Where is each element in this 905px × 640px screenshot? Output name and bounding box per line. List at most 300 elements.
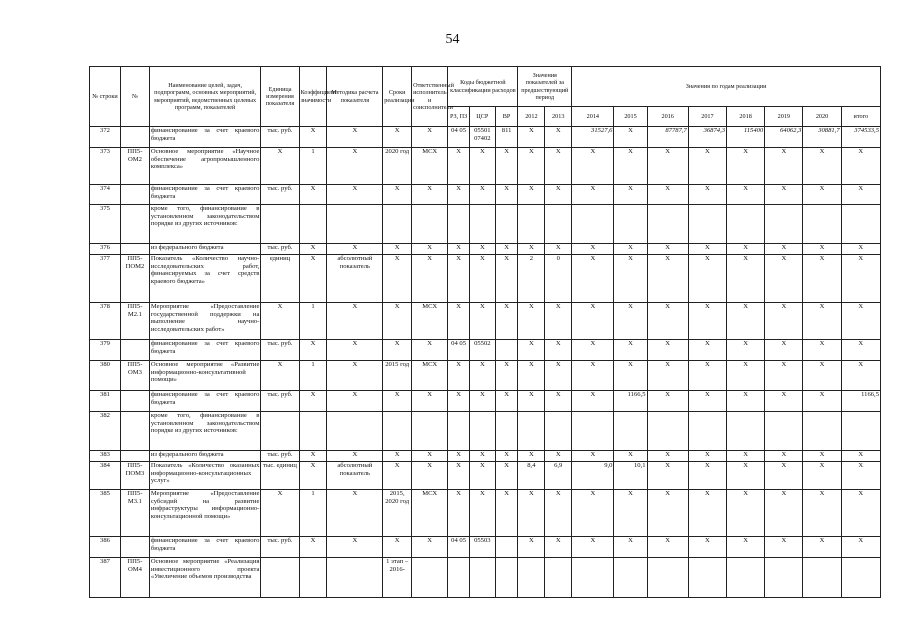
- table-row: [90, 361, 881, 391]
- rz-cell: X: [448, 451, 470, 462]
- header-total: итого: [841, 107, 880, 127]
- coef-cell: X: [299, 537, 327, 558]
- year-value-cell: X: [614, 148, 647, 185]
- value-2012-cell: [518, 412, 545, 451]
- header-num: №: [120, 67, 149, 127]
- table-row: [90, 451, 881, 462]
- unit-cell: тыс. руб.: [261, 244, 299, 255]
- method-cell: X: [327, 127, 383, 148]
- year-value-cell: [765, 412, 803, 451]
- header-year: 2019: [765, 107, 803, 127]
- item-id-cell: [120, 412, 149, 451]
- unit-cell: [261, 205, 299, 244]
- item-name-cell: финансирование за счет краевого бюджета: [149, 537, 261, 558]
- csr-cell: X: [469, 451, 495, 462]
- method-cell: X: [327, 303, 383, 340]
- table-row: [90, 340, 881, 361]
- unit-cell: тыс. руб.: [261, 127, 299, 148]
- year-value-cell: 115400: [727, 127, 765, 148]
- term-cell: X: [383, 303, 412, 340]
- year-value-cell: X: [765, 340, 803, 361]
- term-cell: X: [383, 462, 412, 490]
- year-value-cell: X: [647, 462, 688, 490]
- rz-cell: [448, 412, 470, 451]
- value-2013-cell: X: [545, 127, 572, 148]
- value-2013-cell: X: [545, 490, 572, 537]
- year-value-cell: X: [647, 255, 688, 303]
- total-value-cell: X: [841, 490, 880, 537]
- executor-cell: X: [412, 244, 448, 255]
- row-number-cell: 384: [90, 462, 121, 490]
- item-name-cell: кроме того, финансирование в установленном законодательством порядке из других источников:: [149, 205, 261, 244]
- table-row: [90, 462, 881, 490]
- year-value-cell: X: [765, 244, 803, 255]
- total-value-cell: [841, 412, 880, 451]
- year-value-cell: X: [803, 255, 841, 303]
- method-cell: абсолютный показатель: [327, 255, 383, 303]
- vr-cell: X: [495, 490, 518, 537]
- row-number-cell: 376: [90, 244, 121, 255]
- executor-cell: МСХ: [412, 148, 448, 185]
- coef-cell: 1: [299, 148, 327, 185]
- term-cell: X: [383, 537, 412, 558]
- total-value-cell: X: [841, 451, 880, 462]
- executor-cell: [412, 205, 448, 244]
- executor-cell: МСХ: [412, 490, 448, 537]
- total-value-cell: X: [841, 255, 880, 303]
- year-value-cell: X: [688, 340, 726, 361]
- value-2013-cell: 6,9: [545, 462, 572, 490]
- coef-cell: [299, 558, 327, 598]
- year-value-cell: X: [614, 303, 647, 340]
- coef-cell: X: [299, 391, 327, 412]
- header-2013: 2013: [545, 107, 572, 127]
- table-body: [90, 127, 881, 598]
- year-value-cell: X: [572, 340, 614, 361]
- vr-cell: [495, 412, 518, 451]
- year-value-cell: X: [765, 185, 803, 205]
- row-number-cell: 375: [90, 205, 121, 244]
- unit-cell: X: [261, 361, 299, 391]
- term-cell: [383, 412, 412, 451]
- header-budget-codes: Коды бюджетной классификации расходов: [448, 67, 518, 107]
- row-number-cell: 383: [90, 451, 121, 462]
- header-year: 2018: [727, 107, 765, 127]
- year-value-cell: X: [647, 537, 688, 558]
- year-value-cell: X: [803, 537, 841, 558]
- coef-cell: X: [299, 451, 327, 462]
- row-number-cell: 386: [90, 537, 121, 558]
- year-value-cell: X: [765, 391, 803, 412]
- value-2012-cell: X: [518, 391, 545, 412]
- table-row: [90, 303, 881, 340]
- csr-cell: X: [469, 255, 495, 303]
- rz-cell: X: [448, 255, 470, 303]
- year-value-cell: X: [765, 148, 803, 185]
- header-year: 2016: [647, 107, 688, 127]
- table-row: [90, 490, 881, 537]
- csr-cell: X: [469, 148, 495, 185]
- coef-cell: X: [299, 244, 327, 255]
- year-value-cell: X: [688, 244, 726, 255]
- header-row-no: № строки: [90, 67, 121, 127]
- row-number-cell: 381: [90, 391, 121, 412]
- year-value-cell: X: [727, 451, 765, 462]
- item-name-cell: Показатель «Количество научно-исследовательских работ, финансируемых за счет средств краевого бюджета»: [149, 255, 261, 303]
- year-value-cell: 30881,7: [803, 127, 841, 148]
- item-name-cell: Мероприятие «Предоставление государственной поддержки на выполнение научно-исследовательских работ»: [149, 303, 261, 340]
- year-value-cell: 36874,3: [688, 127, 726, 148]
- executor-cell: X: [412, 537, 448, 558]
- header-unit: Единица измерения показателя: [261, 67, 299, 127]
- value-2012-cell: [518, 558, 545, 598]
- term-cell: X: [383, 127, 412, 148]
- year-value-cell: [765, 558, 803, 598]
- year-value-cell: X: [572, 490, 614, 537]
- rz-cell: 04 05: [448, 537, 470, 558]
- year-value-cell: X: [572, 361, 614, 391]
- year-value-cell: X: [765, 537, 803, 558]
- year-value-cell: X: [803, 462, 841, 490]
- unit-cell: [261, 412, 299, 451]
- header-years-title: Значения по годам реализации: [572, 67, 881, 107]
- vr-cell: X: [495, 361, 518, 391]
- csr-cell: X: [469, 490, 495, 537]
- csr-cell: [469, 205, 495, 244]
- year-value-cell: X: [688, 185, 726, 205]
- unit-cell: [261, 558, 299, 598]
- year-value-cell: X: [727, 537, 765, 558]
- vr-cell: X: [495, 244, 518, 255]
- rz-cell: [448, 558, 470, 598]
- vr-cell: X: [495, 148, 518, 185]
- csr-cell: X: [469, 303, 495, 340]
- year-value-cell: [647, 205, 688, 244]
- value-2013-cell: X: [545, 451, 572, 462]
- year-value-cell: X: [572, 537, 614, 558]
- unit-cell: X: [261, 303, 299, 340]
- item-id-cell: ПП5-ОМ4: [120, 558, 149, 598]
- year-value-cell: [572, 558, 614, 598]
- vr-cell: [495, 558, 518, 598]
- rz-cell: X: [448, 303, 470, 340]
- csr-cell: 05502: [469, 340, 495, 361]
- coef-cell: X: [299, 340, 327, 361]
- total-value-cell: X: [841, 148, 880, 185]
- value-2012-cell: [518, 205, 545, 244]
- term-cell: X: [383, 244, 412, 255]
- year-value-cell: 10,1: [614, 462, 647, 490]
- program-table: [89, 66, 881, 598]
- csr-cell: X: [469, 361, 495, 391]
- value-2013-cell: [545, 558, 572, 598]
- header-coef: Коэффициент значимости: [299, 67, 327, 127]
- header-year: 2014: [572, 107, 614, 127]
- year-value-cell: 87787,7: [647, 127, 688, 148]
- executor-cell: МСХ: [412, 361, 448, 391]
- item-name-cell: Основное мероприятие «Развитие информационно-консультативной помощи»: [149, 361, 261, 391]
- item-id-cell: ПП5-ОМ2: [120, 148, 149, 185]
- executor-cell: X: [412, 255, 448, 303]
- value-2013-cell: [545, 412, 572, 451]
- value-2013-cell: X: [545, 185, 572, 205]
- year-value-cell: X: [803, 244, 841, 255]
- year-value-cell: X: [727, 244, 765, 255]
- executor-cell: X: [412, 127, 448, 148]
- year-value-cell: X: [572, 303, 614, 340]
- method-cell: X: [327, 537, 383, 558]
- unit-cell: X: [261, 148, 299, 185]
- coef-cell: X: [299, 462, 327, 490]
- year-value-cell: X: [647, 148, 688, 185]
- value-2012-cell: X: [518, 303, 545, 340]
- value-2013-cell: X: [545, 537, 572, 558]
- year-value-cell: X: [647, 244, 688, 255]
- year-value-cell: X: [765, 490, 803, 537]
- vr-cell: X: [495, 391, 518, 412]
- unit-cell: тыс. руб.: [261, 185, 299, 205]
- executor-cell: МСХ: [412, 303, 448, 340]
- vr-cell: X: [495, 303, 518, 340]
- year-value-cell: X: [647, 361, 688, 391]
- total-value-cell: X: [841, 361, 880, 391]
- term-cell: [383, 205, 412, 244]
- year-value-cell: X: [647, 340, 688, 361]
- year-value-cell: [688, 558, 726, 598]
- item-name-cell: Основное мероприятие «Реализация инвестиционного проекта «Увеличение объемов производства: [149, 558, 261, 598]
- coef-cell: X: [299, 127, 327, 148]
- method-cell: X: [327, 244, 383, 255]
- item-name-cell: Основное мероприятие «Научное обеспечение агропромышленного комплекса»: [149, 148, 261, 185]
- year-value-cell: X: [727, 185, 765, 205]
- year-value-cell: X: [614, 244, 647, 255]
- year-value-cell: X: [727, 303, 765, 340]
- year-value-cell: [765, 205, 803, 244]
- year-value-cell: X: [614, 127, 647, 148]
- item-id-cell: [120, 537, 149, 558]
- year-value-cell: X: [765, 361, 803, 391]
- executor-cell: [412, 558, 448, 598]
- year-value-cell: X: [614, 451, 647, 462]
- value-2012-cell: X: [518, 361, 545, 391]
- year-value-cell: X: [727, 148, 765, 185]
- year-value-cell: X: [614, 185, 647, 205]
- table-row: [90, 412, 881, 451]
- year-value-cell: X: [647, 185, 688, 205]
- year-value-cell: [614, 412, 647, 451]
- year-value-cell: X: [765, 303, 803, 340]
- year-value-cell: [614, 205, 647, 244]
- rz-cell: 04 05: [448, 340, 470, 361]
- coef-cell: X: [299, 255, 327, 303]
- value-2012-cell: 8,4: [518, 462, 545, 490]
- header-year: 2020: [803, 107, 841, 127]
- year-value-cell: X: [765, 462, 803, 490]
- csr-cell: 05501 07402: [469, 127, 495, 148]
- rz-cell: X: [448, 148, 470, 185]
- csr-cell: X: [469, 185, 495, 205]
- table-row: [90, 185, 881, 205]
- year-value-cell: X: [688, 361, 726, 391]
- header-method: Методика расчета показателя: [327, 67, 383, 127]
- item-name-cell: финансирование за счет краевого бюджета: [149, 127, 261, 148]
- year-value-cell: X: [688, 490, 726, 537]
- year-value-cell: X: [727, 462, 765, 490]
- item-id-cell: [120, 391, 149, 412]
- executor-cell: X: [412, 451, 448, 462]
- value-2012-cell: X: [518, 490, 545, 537]
- row-number-cell: 377: [90, 255, 121, 303]
- year-value-cell: X: [688, 462, 726, 490]
- table-row: [90, 537, 881, 558]
- vr-cell: [495, 340, 518, 361]
- item-name-cell: Мероприятие «Предоставление субсидий на развитие инфраструктуры информационно-консультационной помощи»: [149, 490, 261, 537]
- value-2012-cell: X: [518, 340, 545, 361]
- item-id-cell: [120, 127, 149, 148]
- total-value-cell: 1166,5: [841, 391, 880, 412]
- value-2013-cell: X: [545, 361, 572, 391]
- item-id-cell: ПП5-М2.1: [120, 303, 149, 340]
- year-value-cell: X: [688, 537, 726, 558]
- unit-cell: тыс. руб.: [261, 391, 299, 412]
- year-value-cell: X: [765, 451, 803, 462]
- vr-cell: [495, 537, 518, 558]
- method-cell: абсолютный показатель: [327, 462, 383, 490]
- year-value-cell: X: [688, 451, 726, 462]
- item-id-cell: ПП5-М3.1: [120, 490, 149, 537]
- year-value-cell: [647, 558, 688, 598]
- year-value-cell: [803, 205, 841, 244]
- year-value-cell: X: [727, 490, 765, 537]
- year-value-cell: X: [688, 255, 726, 303]
- year-value-cell: X: [647, 490, 688, 537]
- method-cell: X: [327, 185, 383, 205]
- year-value-cell: X: [647, 303, 688, 340]
- year-value-cell: X: [572, 451, 614, 462]
- total-value-cell: X: [841, 537, 880, 558]
- year-value-cell: X: [727, 340, 765, 361]
- item-name-cell: кроме того, финансирование в установленном законодательством порядке из других источников:: [149, 412, 261, 451]
- year-value-cell: 31527,6: [572, 127, 614, 148]
- value-2012-cell: X: [518, 244, 545, 255]
- year-value-cell: X: [803, 185, 841, 205]
- item-id-cell: [120, 244, 149, 255]
- vr-cell: X: [495, 185, 518, 205]
- method-cell: X: [327, 391, 383, 412]
- executor-cell: X: [412, 185, 448, 205]
- total-value-cell: X: [841, 462, 880, 490]
- year-value-cell: 64062,3: [765, 127, 803, 148]
- item-id-cell: ПП5-ПОМ3: [120, 462, 149, 490]
- rz-cell: X: [448, 185, 470, 205]
- coef-cell: [299, 205, 327, 244]
- item-name-cell: финансирование за счет краевого бюджета: [149, 185, 261, 205]
- method-cell: X: [327, 451, 383, 462]
- table-row: [90, 127, 881, 148]
- header-year: 2015: [614, 107, 647, 127]
- page-number: 54: [445, 32, 460, 47]
- vr-cell: X: [495, 462, 518, 490]
- header-year: 2017: [688, 107, 726, 127]
- value-2013-cell: X: [545, 340, 572, 361]
- coef-cell: 1: [299, 303, 327, 340]
- year-value-cell: 9,0: [572, 462, 614, 490]
- year-value-cell: X: [572, 391, 614, 412]
- year-value-cell: X: [614, 537, 647, 558]
- executor-cell: X: [412, 462, 448, 490]
- year-value-cell: X: [803, 148, 841, 185]
- executor-cell: [412, 412, 448, 451]
- csr-cell: [469, 412, 495, 451]
- unit-cell: X: [261, 490, 299, 537]
- year-value-cell: X: [688, 148, 726, 185]
- vr-cell: [495, 205, 518, 244]
- csr-cell: 05503: [469, 537, 495, 558]
- value-2012-cell: X: [518, 185, 545, 205]
- executor-cell: X: [412, 340, 448, 361]
- row-number-cell: 379: [90, 340, 121, 361]
- method-cell: X: [327, 361, 383, 391]
- method-cell: [327, 205, 383, 244]
- year-value-cell: X: [803, 361, 841, 391]
- year-value-cell: X: [688, 391, 726, 412]
- year-value-cell: X: [647, 391, 688, 412]
- vr-cell: 811: [495, 127, 518, 148]
- method-cell: X: [327, 490, 383, 537]
- value-2012-cell: 2: [518, 255, 545, 303]
- term-cell: X: [383, 340, 412, 361]
- year-value-cell: X: [803, 391, 841, 412]
- year-value-cell: X: [572, 255, 614, 303]
- row-number-cell: 387: [90, 558, 121, 598]
- term-cell: X: [383, 255, 412, 303]
- item-id-cell: [120, 340, 149, 361]
- year-value-cell: [688, 205, 726, 244]
- coef-cell: 1: [299, 490, 327, 537]
- total-value-cell: [841, 205, 880, 244]
- total-value-cell: X: [841, 185, 880, 205]
- year-value-cell: [727, 412, 765, 451]
- value-2012-cell: X: [518, 451, 545, 462]
- value-2013-cell: X: [545, 391, 572, 412]
- year-value-cell: X: [803, 340, 841, 361]
- year-value-cell: X: [572, 244, 614, 255]
- value-2012-cell: X: [518, 148, 545, 185]
- executor-cell: X: [412, 391, 448, 412]
- row-number-cell: 374: [90, 185, 121, 205]
- term-cell: 1 этап – 2016-: [383, 558, 412, 598]
- header-2012: 2012: [518, 107, 545, 127]
- row-number-cell: 380: [90, 361, 121, 391]
- value-2013-cell: X: [545, 244, 572, 255]
- year-value-cell: [727, 558, 765, 598]
- year-value-cell: X: [803, 303, 841, 340]
- value-2012-cell: X: [518, 127, 545, 148]
- total-value-cell: [841, 558, 880, 598]
- row-number-cell: 373: [90, 148, 121, 185]
- item-name-cell: из федерального бюджета: [149, 451, 261, 462]
- year-value-cell: X: [803, 451, 841, 462]
- rz-cell: X: [448, 361, 470, 391]
- header-csr: ЦСР: [469, 107, 495, 127]
- method-cell: X: [327, 340, 383, 361]
- year-value-cell: X: [688, 303, 726, 340]
- table-row: [90, 148, 881, 185]
- rz-cell: 04 05: [448, 127, 470, 148]
- table-row: [90, 391, 881, 412]
- year-value-cell: X: [727, 391, 765, 412]
- value-2013-cell: 0: [545, 255, 572, 303]
